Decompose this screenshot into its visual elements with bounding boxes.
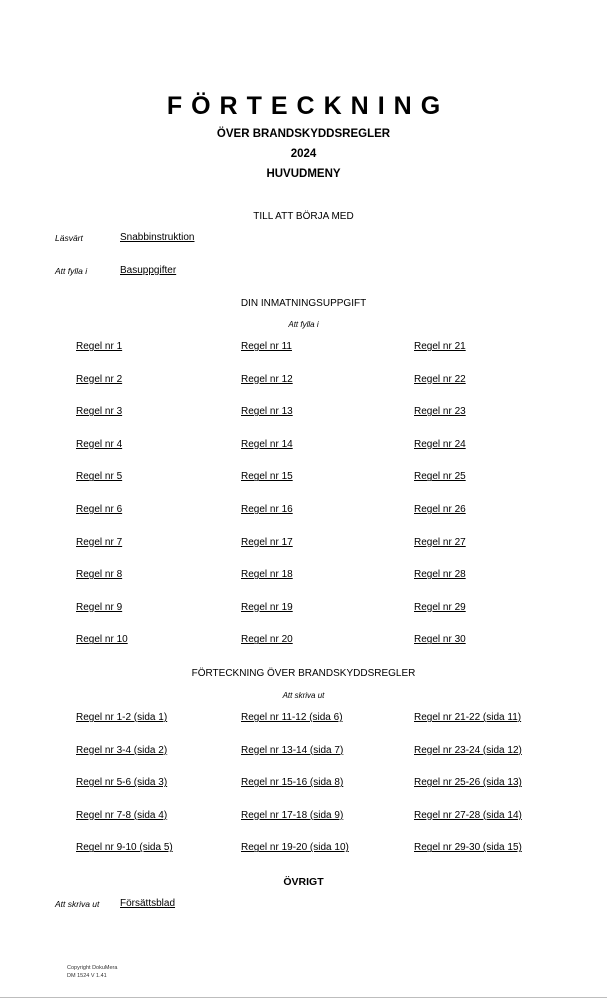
rule-link[interactable]: Regel nr 16 — [241, 503, 293, 515]
rule-link[interactable]: Regel nr 24 — [414, 438, 466, 450]
grid-spacer — [0, 745, 76, 778]
grid-spacer — [0, 406, 76, 439]
rule-link[interactable]: Regel nr 19 — [241, 601, 293, 613]
rule-link[interactable]: Regel nr 3 — [76, 406, 123, 418]
rule-link[interactable]: Regel nr 22 — [414, 373, 466, 385]
rule-link[interactable]: Regel nr 25 — [414, 471, 466, 483]
grid-spacer — [0, 602, 76, 635]
rule-link[interactable]: Regel nr 11 — [241, 341, 292, 352]
rule-link[interactable]: Regel nr 10 — [76, 634, 128, 646]
grid-spacer — [0, 810, 76, 843]
rule-link[interactable]: Regel nr 4 — [76, 438, 123, 450]
rule-link[interactable]: Regel nr 26 — [414, 503, 466, 515]
link-basuppgifter[interactable]: Basuppgifter — [120, 265, 177, 276]
intro-label-fill: Att fylla i — [55, 266, 88, 276]
footer-copyright: Copyright DokuMera — [67, 965, 118, 971]
print-rule-link[interactable]: Regel nr 27-28 (sida 14) — [414, 809, 522, 821]
print-rule-link[interactable]: Regel nr 9-10 (sida 5) — [76, 842, 173, 854]
rule-link[interactable]: Regel nr 15 — [241, 471, 293, 483]
page-edge — [0, 997, 607, 998]
grid-spacer — [0, 569, 76, 602]
document-title: FÖRTECKNING — [166, 92, 450, 120]
print-rule-link[interactable]: Regel nr 13-14 (sida 7) — [241, 744, 344, 756]
document-subtitle: ÖVER BRANDSKYDDSREGLER — [216, 128, 391, 140]
rule-link[interactable]: Regel nr 14 — [241, 438, 293, 450]
print-rule-link[interactable]: Regel nr 5-6 (sida 3) — [76, 777, 168, 789]
print-heading: FÖRTECKNING ÖVER BRANDSKYDDSREGLER — [191, 668, 416, 679]
rule-link[interactable]: Regel nr 27 — [414, 536, 466, 548]
rule-link[interactable]: Regel nr 13 — [241, 406, 293, 418]
input-note: Att fylla i — [288, 320, 319, 329]
rule-link[interactable]: Regel nr 30 — [414, 634, 466, 646]
grid-spacer — [0, 712, 76, 745]
menu-title: HUVUDMENY — [266, 168, 341, 180]
rule-link[interactable]: Regel nr 17 — [241, 536, 293, 548]
print-rule-link[interactable]: Regel nr 23-24 (sida 12) — [414, 744, 522, 756]
rule-link[interactable]: Regel nr 2 — [76, 373, 123, 385]
intro-label-read: Läsvärt — [55, 233, 83, 243]
grid-spacer — [0, 439, 76, 472]
rule-link[interactable]: Regel nr 28 — [414, 569, 466, 581]
grid-spacer — [0, 374, 76, 407]
grid-spacer — [0, 777, 76, 810]
footer — [67, 964, 117, 980]
other-heading: ÖVRIGT — [283, 876, 324, 888]
footer-version: DM 1524 V 1.41 — [67, 973, 107, 979]
link-snabbinstruktion[interactable]: Snabbinstruktion — [120, 232, 195, 243]
print-rule-link[interactable]: Regel nr 17-18 (sida 9) — [241, 809, 344, 821]
rule-link[interactable]: Regel nr 20 — [241, 634, 293, 646]
rule-link[interactable]: Regel nr 1 — [76, 341, 123, 352]
grid-spacer — [0, 341, 76, 374]
other-label: Att skriva ut — [55, 899, 100, 909]
print-note: Att skriva ut — [282, 691, 325, 700]
print-rule-link[interactable]: Regel nr 3-4 (sida 2) — [76, 744, 168, 756]
print-rule-link[interactable]: Regel nr 15-16 (sida 8) — [241, 777, 344, 789]
rule-print-links — [0, 712, 607, 875]
grid-spacer — [0, 842, 76, 875]
intro-heading: TILL ATT BÖRJA MED — [253, 211, 354, 222]
grid-spacer — [0, 471, 76, 504]
print-rule-link[interactable]: Regel nr 11-12 (sida 6) — [241, 712, 343, 723]
rule-link[interactable]: Regel nr 7 — [76, 536, 123, 548]
rule-link[interactable]: Regel nr 18 — [241, 569, 293, 581]
grid-spacer — [0, 537, 76, 570]
print-rule-link[interactable]: Regel nr 25-26 (sida 13) — [414, 777, 522, 789]
grid-spacer — [0, 634, 76, 667]
rule-link[interactable]: Regel nr 21 — [414, 341, 466, 352]
rule-link[interactable]: Regel nr 5 — [76, 471, 123, 483]
rule-link[interactable]: Regel nr 29 — [414, 601, 466, 613]
rule-link[interactable]: Regel nr 8 — [76, 569, 123, 581]
rule-input-links — [0, 341, 607, 667]
print-rule-link[interactable]: Regel nr 19-20 (sida 10) — [241, 842, 349, 854]
rule-link[interactable]: Regel nr 9 — [76, 601, 123, 613]
print-rule-link[interactable]: Regel nr 1-2 (sida 1) — [76, 712, 168, 723]
document-year: 2024 — [290, 148, 317, 160]
input-heading: DIN INMATNINGSUPPGIFT — [240, 298, 367, 309]
print-rule-link[interactable]: Regel nr 7-8 (sida 4) — [76, 809, 168, 821]
rule-link[interactable]: Regel nr 12 — [241, 373, 293, 385]
grid-spacer — [0, 504, 76, 537]
rule-link[interactable]: Regel nr 23 — [414, 406, 466, 418]
print-rule-link[interactable]: Regel nr 29-30 (sida 15) — [414, 842, 522, 854]
rule-link[interactable]: Regel nr 6 — [76, 503, 123, 515]
print-rule-link[interactable]: Regel nr 21-22 (sida 11) — [414, 712, 522, 723]
link-forsattsblad[interactable]: Försättsblad — [120, 898, 176, 909]
